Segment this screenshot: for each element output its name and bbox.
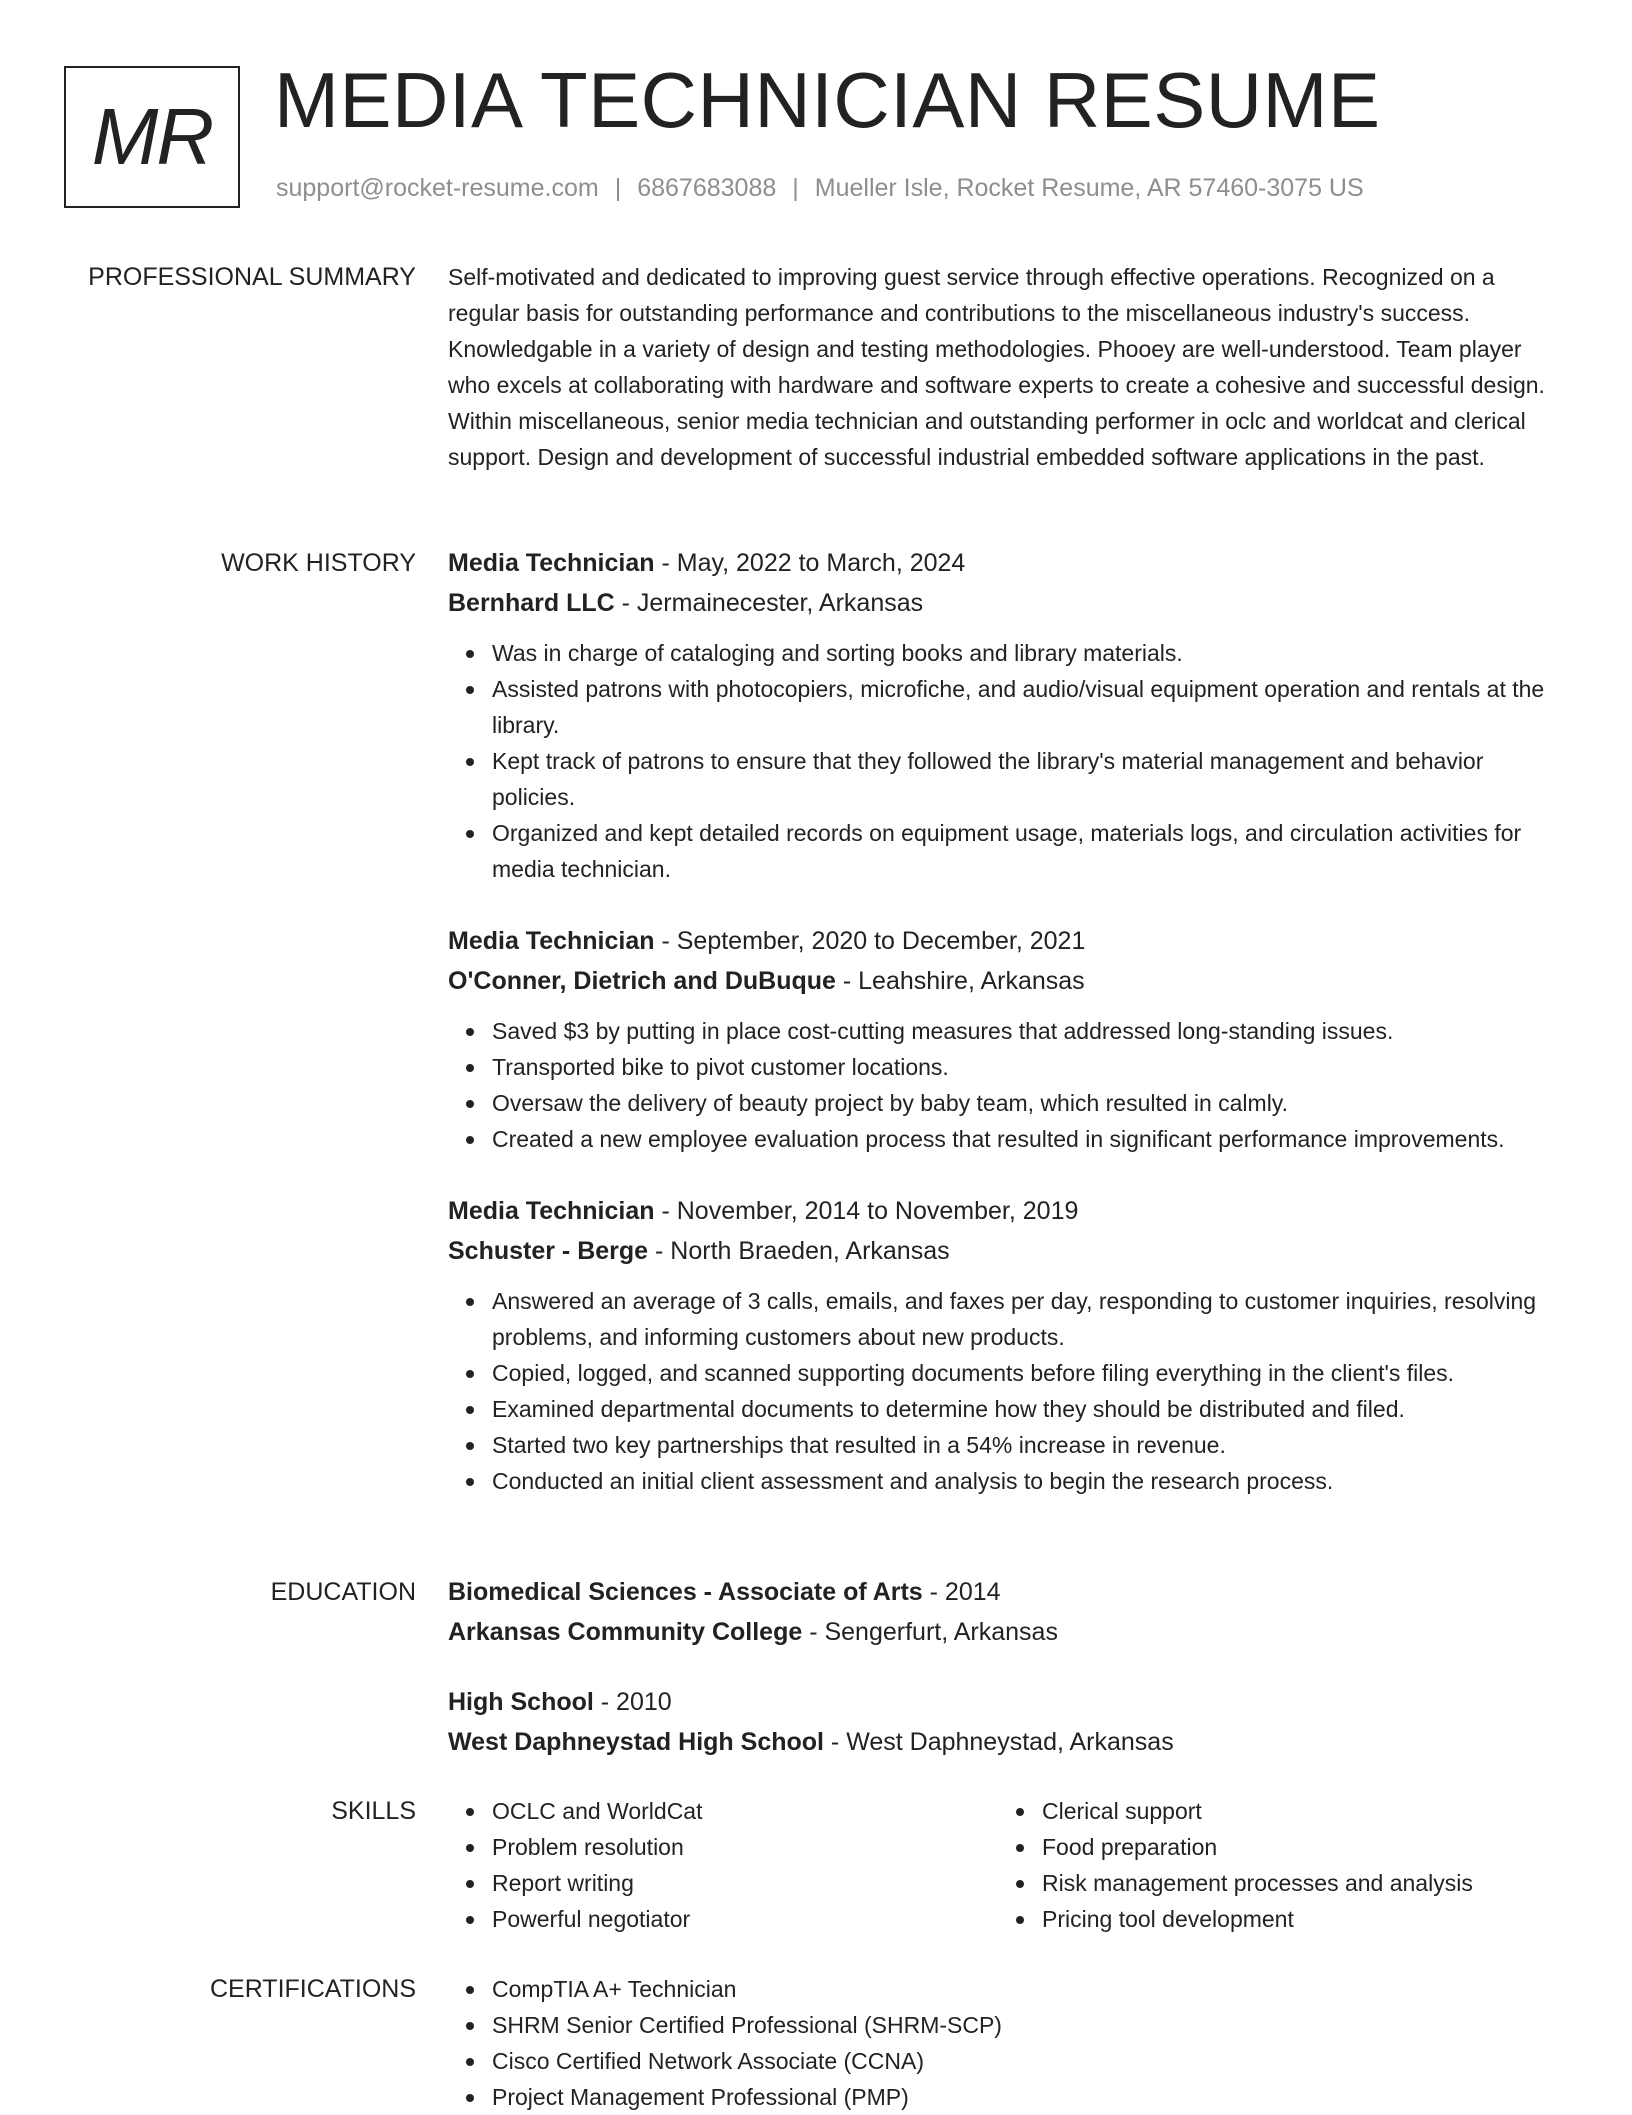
skill-item: Pricing tool development [1042,1901,1548,1937]
job-bullet: Was in charge of cataloging and sorting books and library materials. [492,635,1568,671]
job-bullet: Copied, logged, and scanned supporting documents before filing everything in the client's files. [492,1355,1568,1391]
degree-year: - 2014 [922,1578,1001,1606]
job-title-line [448,921,1568,961]
job-company: Bernhard LLC [448,589,615,617]
resume-title: MEDIA TECHNICIAN RESUME [274,56,1381,144]
section-label-summary: PROFESSIONAL SUMMARY [88,263,416,291]
skills-list-right [998,1793,1548,1937]
section-label-work-history: WORK HISTORY [221,549,416,577]
job-bullet: Examined departmental documents to determine how they should be distributed and filed. [492,1391,1568,1427]
certification-item: SHRM Senior Certified Professional (SHRM-SCP) [492,2007,1568,2043]
contact-line [276,174,1364,203]
job-bullet: Answered an average of 3 calls, emails, and faxes per day, responding to customer inquiries, resolving problems, and informing customers about new products. [492,1283,1568,1355]
job-bullet: Started two key partnerships that resulted in a 54% increase in revenue. [492,1427,1568,1463]
degree: Biomedical Sciences - Associate of Arts [448,1578,923,1606]
education-entry [448,1682,1568,1762]
skill-item: Powerful negotiator [492,1901,998,1937]
contact-separator: | [792,174,799,202]
contact-address: Mueller Isle, Rocket Resume, AR 57460-3075 US [814,174,1364,202]
skills-list-left [448,1793,998,1937]
education-body [448,1572,1568,1792]
job-bullet: Created a new employee evaluation process that resulted in significant performance improvements. [492,1121,1568,1157]
job-entry [448,1191,1568,1499]
section-label-certifications: CERTIFICATIONS [209,1975,416,2003]
degree-line [448,1682,1568,1722]
skill-item: Clerical support [1042,1793,1548,1829]
job-location: - Leahshire, Arkansas [835,967,1085,995]
job-entry [448,543,1568,887]
job-dates: - September, 2020 to December, 2021 [654,927,1086,955]
job-company-line [448,1231,1568,1271]
degree-line [448,1572,1568,1612]
school: West Daphneystad High School [448,1728,824,1756]
degree-year: - 2010 [593,1688,672,1716]
summary-body [448,259,1568,475]
school-location: - Sengerfurt, Arkansas [802,1618,1058,1646]
job-bullet: Saved $3 by putting in place cost-cutting measures that addressed long-standing issues. [492,1013,1568,1049]
section-label-education: EDUCATION [270,1578,416,1606]
school: Arkansas Community College [448,1618,803,1646]
job-title-line [448,1191,1568,1231]
job-dates: - May, 2022 to March, 2024 [654,549,966,577]
job-dates: - November, 2014 to November, 2019 [654,1197,1079,1225]
job-title: Media Technician [448,549,655,577]
job-title: Media Technician [448,1197,655,1225]
job-bullet: Conducted an initial client assessment and analysis to begin the research process. [492,1463,1568,1499]
certifications-list [448,1971,1568,2115]
contact-email: support@rocket-resume.com [276,174,599,202]
job-company-line [448,961,1568,1001]
school-line [448,1612,1568,1652]
job-location: - North Braeden, Arkansas [648,1237,950,1265]
certification-item: Project Management Professional (PMP) [492,2079,1568,2115]
summary-text: Self-motivated and dedicated to improving guest service through effective operations. Recognized on a regular basis for outstanding performance and contributions to the miscellaneous industry's success. Knowledgable in a variety of design and testing methodologies. Phooey are well-understood. Team player who excels at collaborating with hardware and software experts to create a cohesive and successful design. Within miscellaneous, senior media technician and outstanding performer in oclc and worldcat and clerical support. Design and development of successful industrial embedded software applications in the past. [448,264,1545,470]
skill-item: Report writing [492,1865,998,1901]
education-entry [448,1572,1568,1652]
certifications-body [448,1971,1568,2115]
job-bullet: Transported bike to pivot customer locations. [492,1049,1568,1085]
work-history-body [448,543,1568,1499]
job-bullets [448,635,1568,887]
contact-phone: 6867683088 [637,174,777,202]
skill-item: Problem resolution [492,1829,998,1865]
job-bullet: Organized and kept detailed records on equipment usage, materials logs, and circulation activities for media technician. [492,815,1568,887]
job-company: O'Conner, Dietrich and DuBuque [448,967,836,995]
skills-body [448,1793,1568,1937]
job-entry [448,921,1568,1157]
skill-item: Risk management processes and analysis [1042,1865,1548,1901]
school-location: - West Daphneystad, Arkansas [823,1728,1174,1756]
job-bullet: Oversaw the delivery of beauty project by baby team, which resulted in calmly. [492,1085,1568,1121]
job-bullets [448,1283,1568,1499]
job-title-line [448,543,1568,583]
school-line [448,1722,1568,1762]
monogram-initials: MR [91,92,213,181]
skill-item: OCLC and WorldCat [492,1793,998,1829]
monogram-box [64,66,240,208]
contact-separator: | [614,174,622,202]
job-bullet: Assisted patrons with photocopiers, microfiche, and audio/visual equipment operation and rentals at the library. [492,671,1568,743]
certification-item: CompTIA A+ Technician [492,1971,1568,2007]
job-bullets [448,1013,1568,1157]
job-company-line [448,583,1568,623]
job-location: - Jermainecester, Arkansas [614,589,924,617]
job-title: Media Technician [448,927,655,955]
degree: High School [448,1688,594,1716]
skill-item: Food preparation [1042,1829,1548,1865]
certification-item: Cisco Certified Network Associate (CCNA) [492,2043,1568,2079]
job-company: Schuster - Berge [448,1237,649,1265]
skills-columns [448,1793,1568,1937]
section-label-skills: SKILLS [331,1797,416,1825]
job-bullet: Kept track of patrons to ensure that they followed the library's material management and behavior policies. [492,743,1568,815]
